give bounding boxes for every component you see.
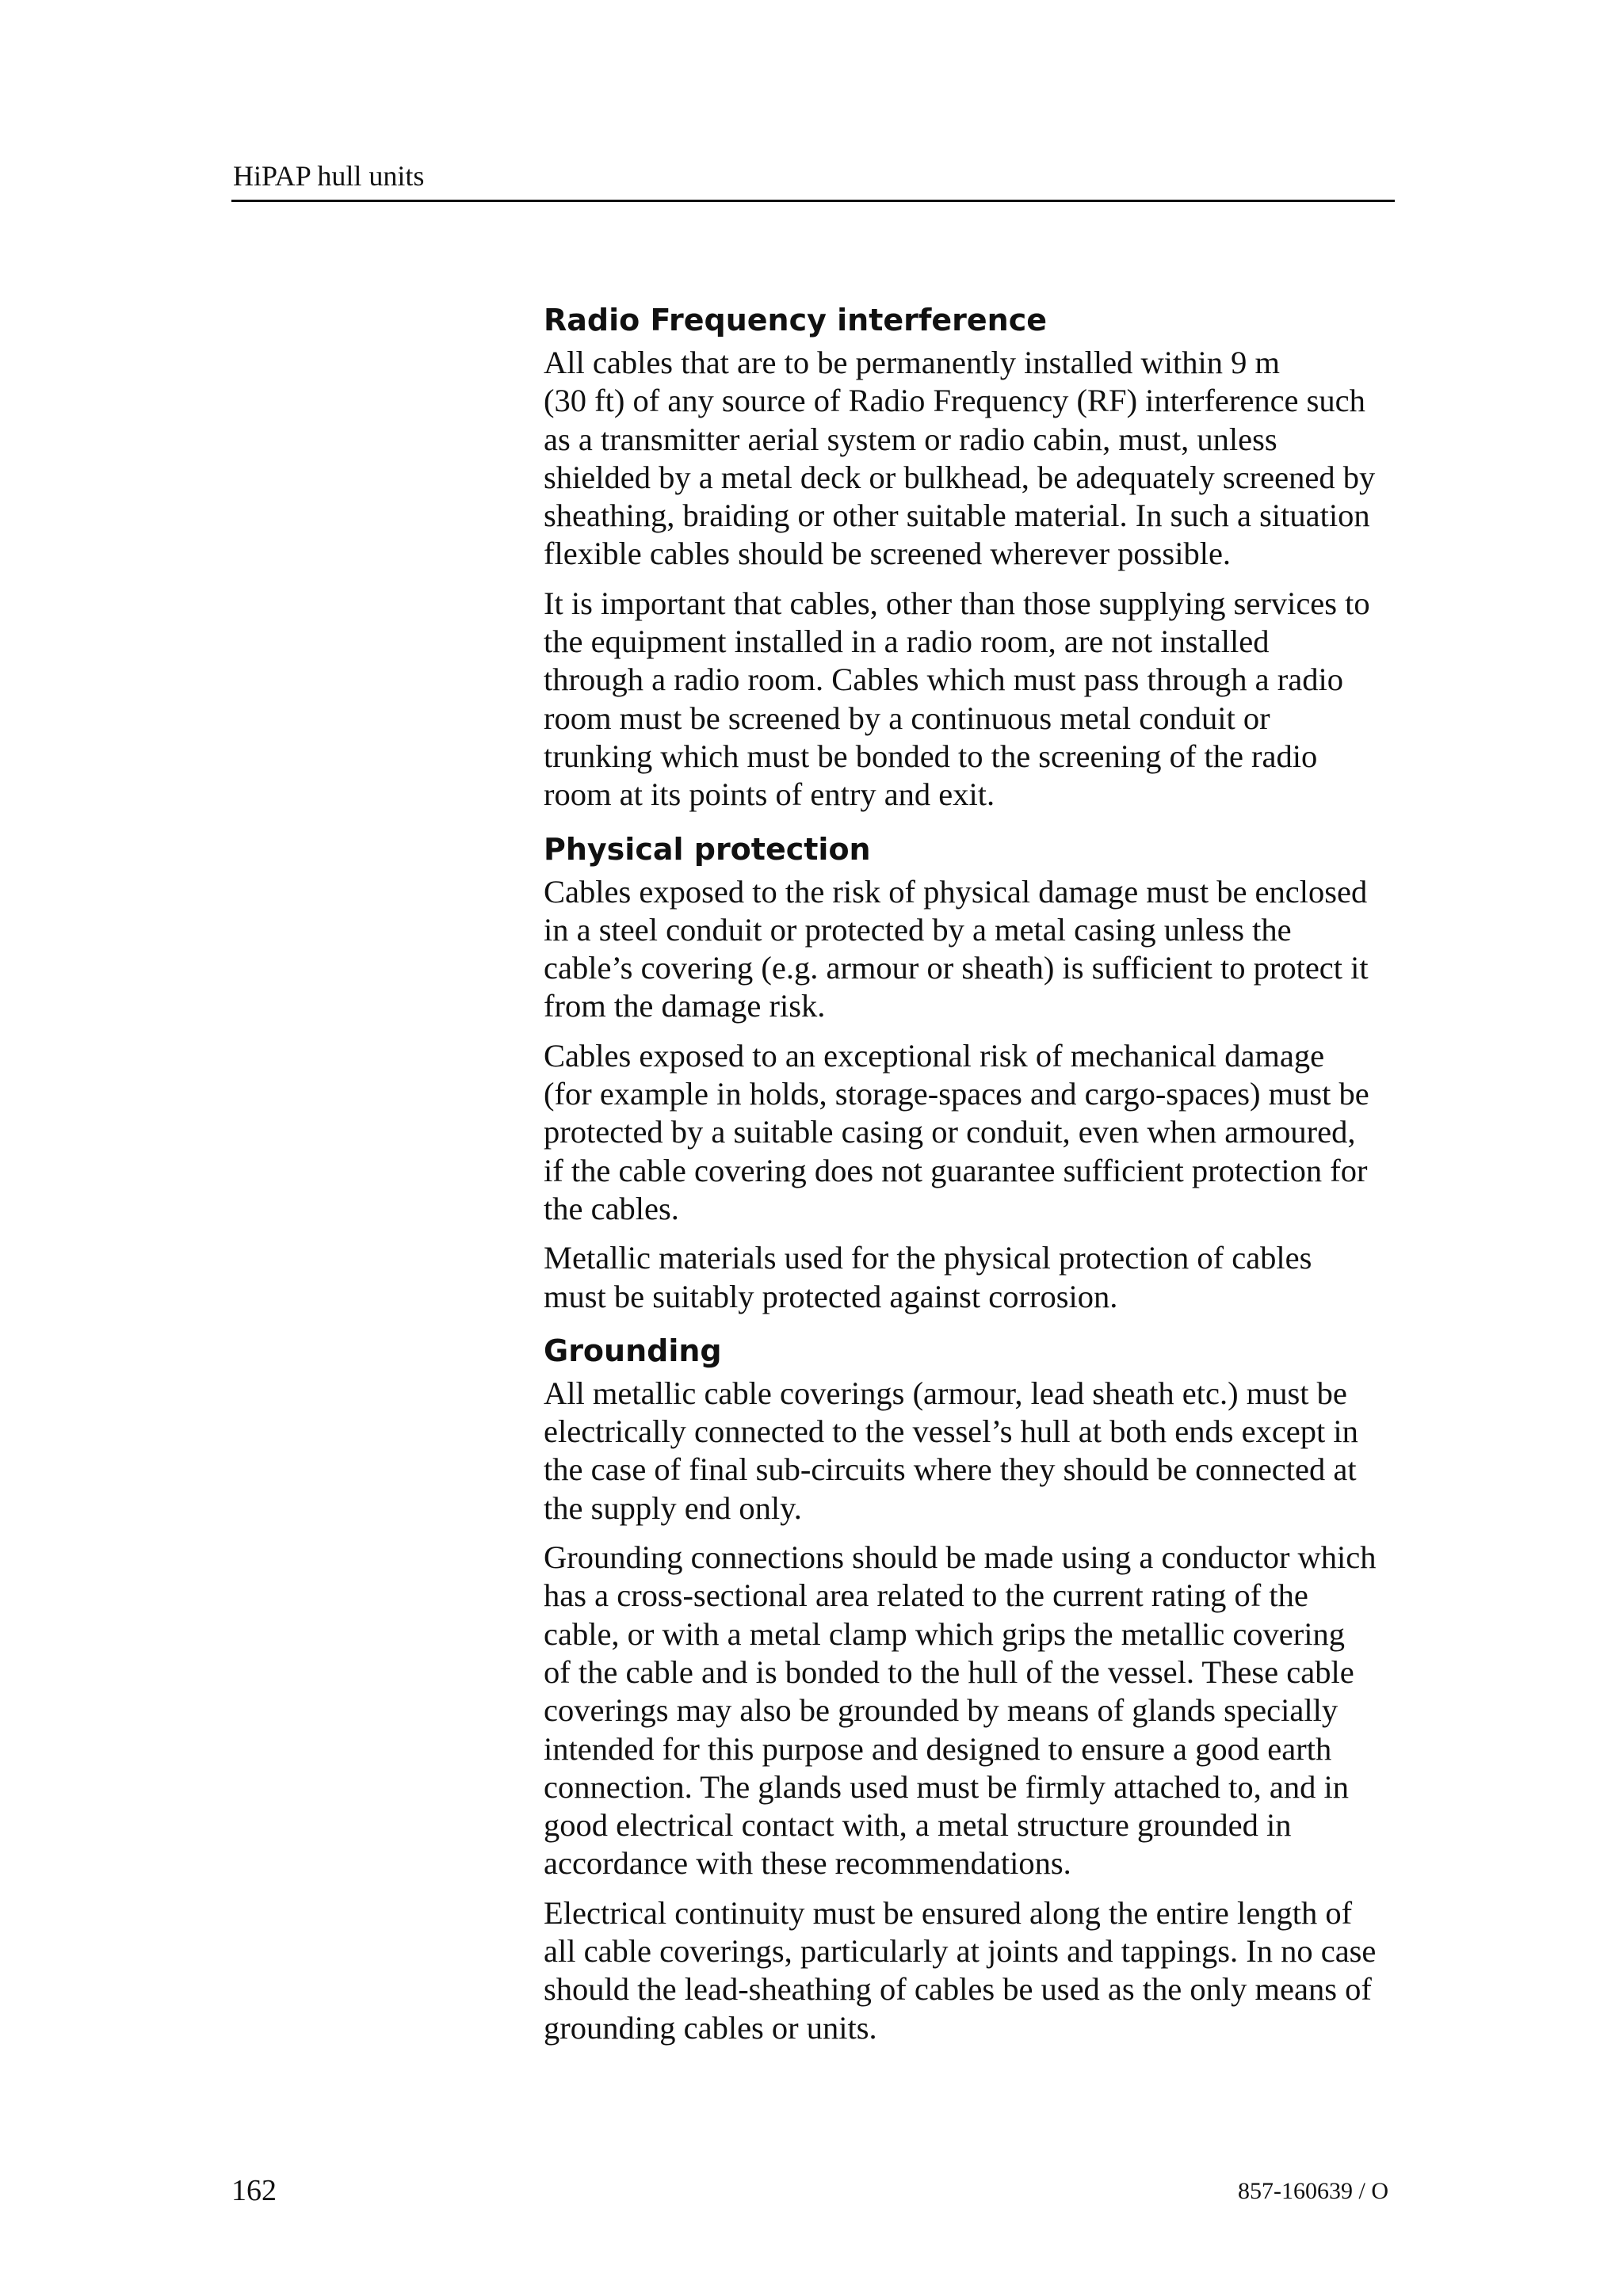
paragraph: [544, 1375, 1407, 1527]
paragraph: [544, 344, 1407, 574]
text-line: All cables that are to be permanently installed within 9 m: [544, 345, 1280, 380]
text-line: intended for this purpose and designed to ensure a good earth: [544, 1730, 1332, 1767]
text-line: Grounding connections should be made using a conductor which: [544, 1539, 1377, 1576]
text-line: the equipment installed in a radio room, are not installed: [544, 624, 1270, 660]
section: [544, 829, 1407, 1316]
paragraph: [544, 873, 1407, 1026]
text-line: Electrical continuity must be ensured along the entire length of: [544, 1894, 1353, 1931]
text-line: (for example in holds, storage-spaces and cargo-spaces) must be: [544, 1076, 1369, 1112]
text-line: must be suitably protected against corrosion.: [544, 1278, 1118, 1314]
text-line: electrically connected to the vessel’s hull at both ends except in: [544, 1413, 1358, 1450]
section-heading: Physical protection: [544, 831, 871, 867]
section-heading: Grounding: [544, 1333, 722, 1368]
text-line: Metallic materials used for the physical protection of cables: [544, 1240, 1312, 1276]
text-line: through a radio room. Cables which must pass through a radio: [544, 662, 1343, 698]
text-line: coverings may also be grounded by means of glands specially: [544, 1692, 1338, 1729]
text-line: It is important that cables, other than those supplying services to: [544, 585, 1370, 621]
paragraph: [544, 1239, 1407, 1316]
main-content: [544, 299, 1407, 2061]
section: [544, 1330, 1407, 2047]
paragraph: [544, 585, 1407, 814]
text-line: trunking which must be bonded to the screening of the radio: [544, 738, 1318, 774]
text-line: from the damage risk.: [544, 988, 826, 1024]
text-line: the cables.: [544, 1190, 679, 1226]
text-line: shielded by a metal deck or bulkhead, be adequately screened by: [544, 459, 1376, 495]
text-line: room at its points of entry and exit.: [544, 776, 995, 813]
text-line: in a steel conduit or protected by a metal casing unless the: [544, 911, 1292, 948]
text-line: if the cable covering does not guarantee sufficient protection for: [544, 1152, 1368, 1188]
text-line: Cables exposed to the risk of physical damage must be enclosed: [544, 873, 1368, 910]
page-number: 162: [231, 2174, 277, 2207]
header-rule: [231, 200, 1395, 202]
text-line: protected by a suitable casing or conduit, even when armoured,: [544, 1114, 1356, 1150]
paragraph: [544, 1894, 1407, 2047]
text-line: connection. The glands used must be firmly attached to, and in: [544, 1768, 1350, 1805]
section: [544, 299, 1407, 814]
text-line: has a cross-sectional area related to the current rating of the: [544, 1577, 1308, 1614]
section-heading: Radio Frequency interference: [544, 303, 1048, 338]
paragraph: [544, 1539, 1407, 1883]
text-line: should the lead-sheathing of cables be used as the only means of: [544, 1971, 1372, 2008]
text-line: room must be screened by a continuous metal conduit or: [544, 700, 1270, 736]
text-line: Cables exposed to an exceptional risk of mechanical damage: [544, 1037, 1325, 1074]
text-line: the case of final sub-circuits where they should be connected at: [544, 1451, 1357, 1488]
text-line: all cable coverings, particularly at joints and tappings. In no case: [544, 1932, 1377, 1969]
text-line: grounding cables or units.: [544, 2009, 877, 2046]
text-line: sheathing, braiding or other suitable material. In such a situation: [544, 498, 1370, 534]
text-line: the supply end only.: [544, 1489, 802, 1526]
text-line: All metallic cable coverings (armour, lead sheath etc.) must be: [544, 1375, 1347, 1411]
running-header: HiPAP hull units: [233, 160, 425, 192]
text-line: (30 ft) of any source of Radio Frequency (RF) interference such: [544, 383, 1365, 419]
text-line: as a transmitter aerial system or radio cabin, must, unless: [544, 421, 1277, 457]
text-line: good electrical contact with, a metal structure grounded in: [544, 1807, 1292, 1844]
text-line: cable, or with a metal clamp which grips the metallic covering: [544, 1615, 1346, 1652]
text-line: cable’s covering (e.g. armour or sheath) is sufficient to protect it: [544, 950, 1369, 986]
text-line: of the cable and is bonded to the hull of the vessel. These cable: [544, 1653, 1354, 1690]
text-line: flexible cables should be screened wherever possible.: [544, 536, 1232, 572]
paragraph: [544, 1037, 1407, 1228]
text-line: accordance with these recommendations.: [544, 1845, 1071, 1882]
document-id: 857-160639 / O: [1238, 2178, 1388, 2204]
